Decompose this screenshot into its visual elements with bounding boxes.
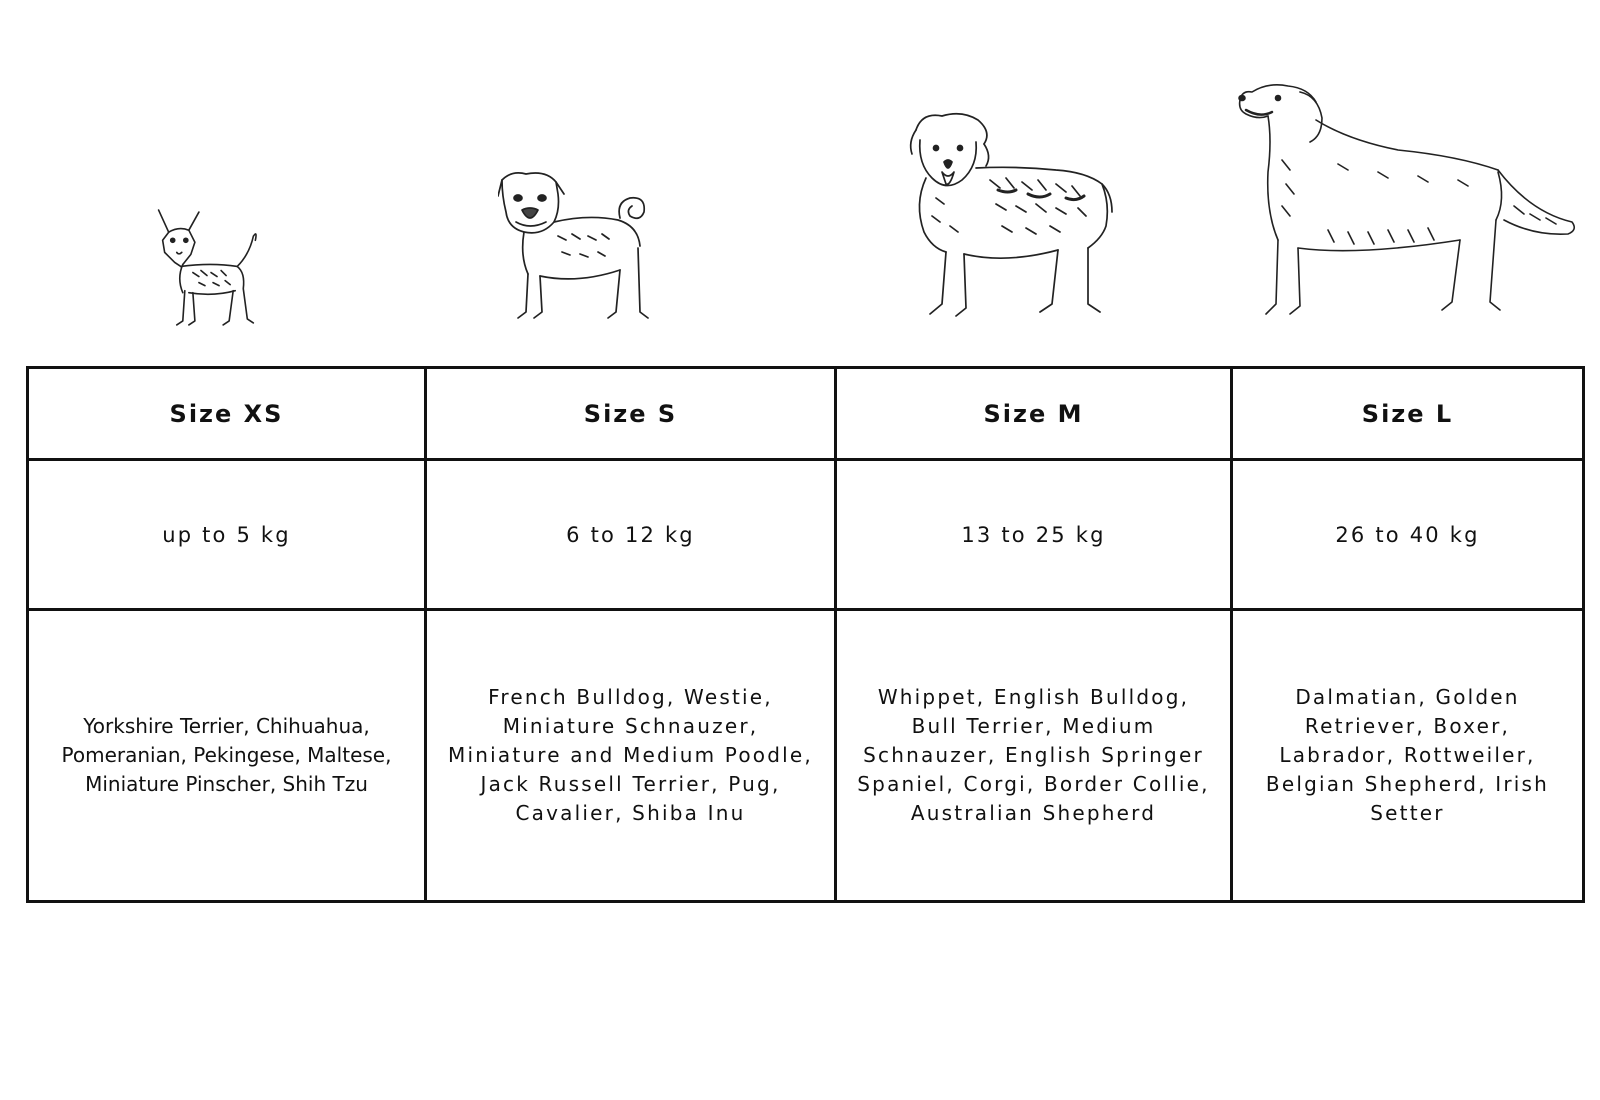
size-s-breeds: [426, 610, 836, 902]
pug-illustration-icon: [498, 166, 668, 334]
australian-shepherd-illustration-icon: [906, 108, 1120, 336]
size-m-header: [836, 368, 1232, 460]
weight-range: 13 to 25 kg: [961, 522, 1106, 547]
weight-range: 26 to 40 kg: [1335, 522, 1480, 547]
weight-range: 6 to 12 kg: [566, 522, 695, 547]
size-xs-weight: [28, 460, 426, 610]
size-s-weight: [426, 460, 836, 610]
weight-range: up to 5 kg: [162, 522, 291, 547]
breed-list: Whippet, English Bulldog, Bull Terrier, Medium Schnauzer, English Springer Spaniel, Corgi, Border Collie, Australian Shepherd: [857, 685, 1210, 825]
size-l-weight: [1232, 460, 1584, 610]
size-l-breeds: [1232, 610, 1584, 902]
chihuahua-illustration-icon: [148, 206, 270, 332]
size-xs-breeds: [28, 610, 426, 902]
size-xs-header: [28, 368, 426, 460]
size-label: Size M: [983, 399, 1084, 428]
breed-list: Yorkshire Terrier, Chihuahua, Pomeranian, Pekingese, Maltese, Miniature Pinscher, Shih Tzu: [61, 714, 392, 796]
size-m-weight: [836, 460, 1232, 610]
breeds-row: [28, 610, 1584, 902]
size-l-header: [1232, 368, 1584, 460]
breed-list: French Bulldog, Westie, Miniature Schnauzer, Miniature and Medium Poodle, Jack Russell Terrier, Pug, Cavalier, Shiba Inu: [448, 685, 813, 825]
size-s-header: [426, 368, 836, 460]
size-label: Size L: [1361, 399, 1454, 428]
breed-list: Dalmatian, Golden Retriever, Boxer, Labrador, Rottweiler, Belgian Shepherd, Irish Setter: [1265, 685, 1550, 825]
weight-row: [28, 460, 1584, 610]
size-label: Size XS: [169, 399, 284, 428]
size-label: Size S: [583, 399, 678, 428]
dog-size-table: [26, 366, 1585, 903]
size-header-row: [28, 368, 1584, 460]
size-m-breeds: [836, 610, 1232, 902]
golden-retriever-illustration-icon: [1238, 80, 1580, 336]
